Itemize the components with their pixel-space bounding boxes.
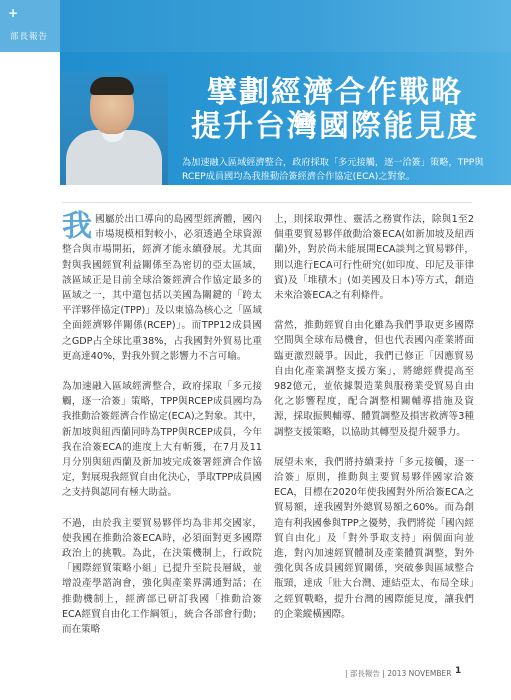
minister-photo <box>60 72 168 185</box>
title-line-2: 提升台灣國際能見度 <box>191 109 479 144</box>
photo-hair <box>90 77 134 95</box>
plus-icon: + <box>8 6 19 20</box>
title-line-1: 擘劃經濟合作戰略 <box>207 75 463 110</box>
paragraph: 為加速融入區域經濟整合，政府採取「多元接觸，逐一洽簽」策略，TPP與RCEP成員國均為我推動洽簽經濟合作協定(ECA)之對象。其中，新加坡與紐西蘭同時為TPP與RCEP成員，今年我在洽簽ECA的進度上大有斬獲，在7月及11月分別與紐西蘭及新加坡完成簽署經濟合作協定，對展現我經貿自由化決心，爭取TPP成員國之支持與認同有極大助益。 <box>62 381 262 499</box>
page-subtitle: 為加速融入區域經濟整合，政府採取「多元接觸，逐一洽簽」策略，TPP與RCEP成員國均為我推動洽簽經濟合作協定(ECA)之對象。 <box>182 157 484 182</box>
page-number: 1 <box>455 666 462 676</box>
article-column-left <box>62 209 262 652</box>
page-title <box>185 76 485 144</box>
paragraph-text: 國屬於出口導向的島國型經濟體，國內市場規模相對較小，必須透過全球資源整合與市場開拓，經濟才能永續發展。尤其面對與我國經貿利益關係至為密切的亞太區域，該區域正是目前全球洽簽經濟合作協定最多的區域之一，其中還包括以美國為關鍵的「跨太平洋夥伴協定(TPP)」及以東協為核心之「區域全面經濟夥伴關係(RCEP)」。而TPP12成員國之GDP占全球比重38%，占我國對外貿易比重更高達40%，對我外貿之影響力不言可喻。 <box>62 214 262 362</box>
section-label: 部長報告 <box>10 32 49 42</box>
footer-text: | 部長報告 | 2013 NOVEMBER <box>345 669 452 678</box>
paragraph: 當然，推動經貿自由化雖為我們爭取更多國際空間與全球布局機會，但也代表國內產業將面臨更激烈競爭。因此，我們已修正「因應貿易自由化產業調整支援方案」，將總經費提高至982億元，並依據製造業與服務業受貿易自由化之影響程度，配合調整相關輔導措施及資源，採取振興輔導、體質調整及損害救濟等3種調整支援策略，以協助其轉型及提升競爭力。 <box>274 320 474 438</box>
article-column-right <box>274 212 474 637</box>
paragraph: 上，則採取彈性、靈活之務實作法，除與1至2個重要貿易夥伴啟動洽簽ECA(如新加坡及紐西蘭)外，對於尚未能展開ECA談判之貿易夥伴，則以進行ECA可行性研究(如印度、印尼及菲律賓)及「堆積木」(如美國及日本)等方式，創造未來洽簽ECA之有利條件。 <box>274 214 474 302</box>
section-tag <box>0 0 60 52</box>
paragraph: 不過，由於我主要貿易夥伴均為非邦交國家，使我國在推動洽簽ECA時，必須面對更多國際政治上的挑戰。為此，在決策機制上，行政院「國際經貿策略小組」已提升至院長層級，並增設產學諮詢會，強化與產業界溝通對話；在推動機制上，經濟部已研訂我國「推動洽簽ECA經貿自由化工作綱領」，統合各部會行動；而在策略 <box>62 517 262 636</box>
divider <box>62 202 472 203</box>
dropcap: 我 <box>62 209 92 244</box>
paragraph <box>62 209 262 364</box>
paragraph: 展望未來，我們將持續秉持「多元接觸，逐一洽簽」原則，推動與主要貿易夥伴國家洽簽ECA，目標在2020年使我國對外所洽簽ECA之貿易額，達我國對外總貿易額之60%。而為創造有利我國參與TPP之優勢，我們將從「國內經貿自由化」及「對外爭取支持」兩個面向並進，對內加速經貿體制及產業體質調整，對外強化與各成員國經貿關係，突破參與區域整合瓶頸，達成「壯大台灣、連結亞太、布局全球」之經貿戰略，提升台灣的國際能見度，讓我們的企業縱橫國際。 <box>274 456 474 620</box>
